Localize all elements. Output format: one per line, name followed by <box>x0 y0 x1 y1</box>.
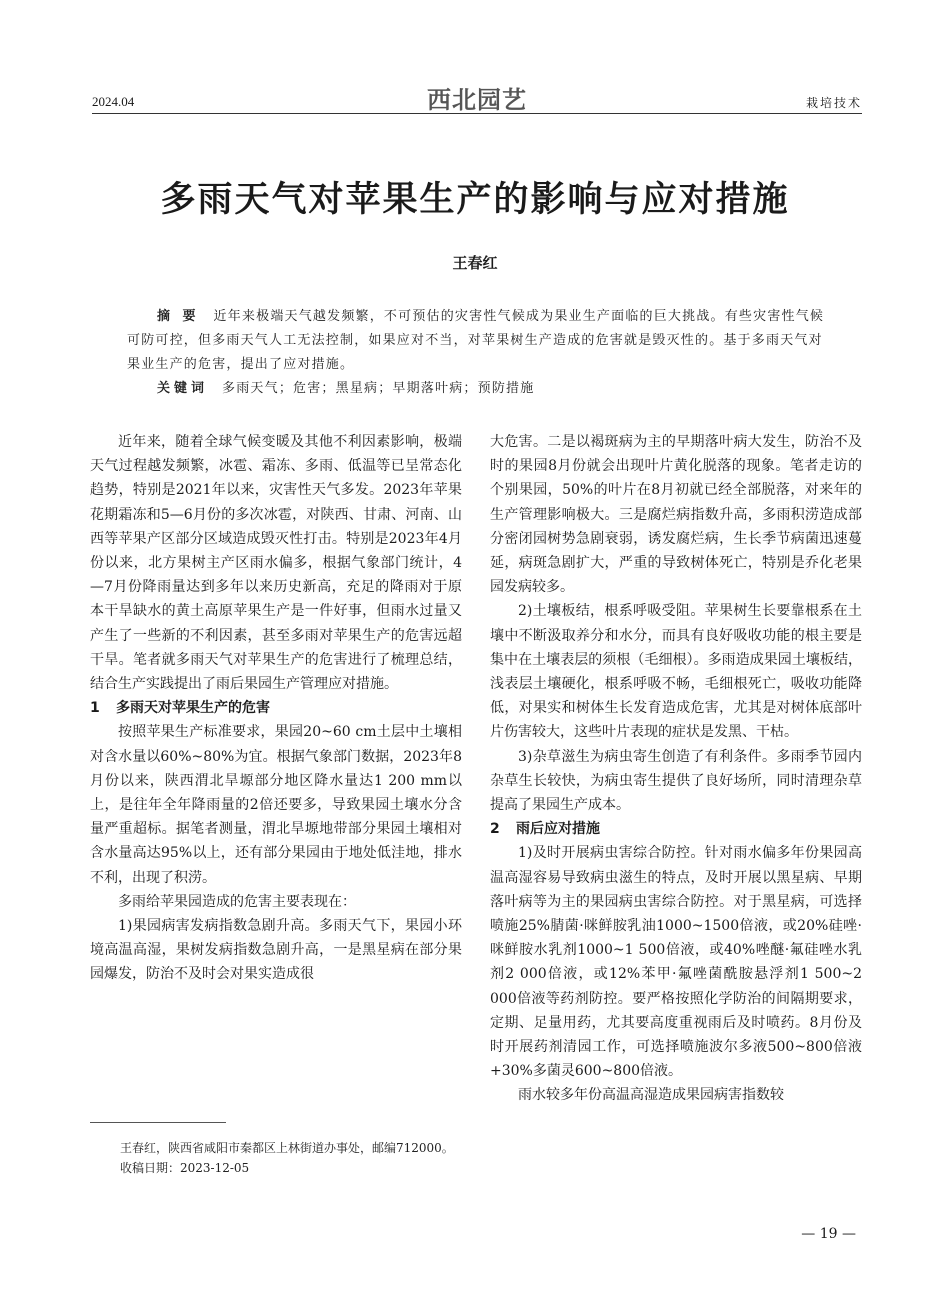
section-title: 雨后应对措施 <box>516 821 600 838</box>
section-heading-2 <box>490 817 862 841</box>
abstract-paragraph <box>127 305 827 377</box>
body-paragraph: 1)果园病害发病指数急剧升高。多雨天气下，果园小环境高温高湿，果树发病指数急剧升高，一是黑星病在部分果园爆发，防治不及时会对果实造成很 <box>90 918 462 983</box>
running-header <box>92 78 862 114</box>
article-title: 多雨天气对苹果生产的影响与应对措施 <box>160 180 790 220</box>
article-author: 王春红 <box>452 254 498 272</box>
body-paragraph: 多雨给苹果园造成的危害主要表现在： <box>118 893 356 910</box>
abstract-text: 近年来极端天气越发频繁，不可预估的灾害性气候成为果业生产面临的巨大挑战。有些灾害性气候可防可控，但多雨天气人工无法控制，如果应对不当，对苹果树生产造成的危害就是毁灭性的。基于多雨天气对果业生产的危害，提出了应对措施。 <box>127 309 825 372</box>
right-column <box>490 430 862 1108</box>
left-column <box>90 430 462 987</box>
header-rule <box>92 113 862 114</box>
body-paragraph: 3)杂草滋生为病虫寄生创造了有利条件。多雨季节园内杂草生长较快，为病虫寄生提供了良好场所，同时清理杂草提高了果园生产成本。 <box>490 748 862 814</box>
issue-date: 2024.04 <box>92 94 135 109</box>
body-paragraph: 大危害。二是以褐斑病为主的早期落叶病大发生，防治不及时的果园8月份就会出现叶片黄化脱落的现象。笔者走访的个别果园，50%的叶片在8月初就已经全部脱落，对来年的生产管理影响极大。三是腐烂病指数升高，多雨积涝造成部分密闭园树势急剧衰弱，诱发腐烂病，生长季节病菌迅速蔓延，病斑急剧扩大，严重的导致树体死亡，特别是乔化老果园发病较多。 <box>490 434 862 596</box>
section-heading-1 <box>90 696 462 720</box>
author-affiliation: 王春红，陕西省咸阳市秦都区上林街道办事处，邮编712000。 <box>120 1141 454 1155</box>
abstract-label: 摘 要 <box>157 309 200 324</box>
received-date: 收稿日期：2023-12-05 <box>120 1161 250 1175</box>
journal-logo: 西北园艺 <box>427 85 527 114</box>
abstract-block <box>127 305 827 401</box>
keywords-row <box>127 377 827 401</box>
body-paragraph: 按照苹果生产标准要求，果园20~60 cm土层中土壤相对含水量以60%~80%为宜。根据气象部门数据，2023年8月份以来，陕西渭北旱塬部分地区降水量达1 200 mm以上，是往年全年降雨量的2倍还要多，导致果园土壤水分含量严重超标。据笔者测量，渭北旱塬地带部分果园土壤相对含水量高达95%以上，还有部分果园由于地处低洼地，排水不利，出现了积涝。 <box>90 724 462 886</box>
body-paragraph: 1)及时开展病虫害综合防控。针对雨水偏多年份果园高温高湿容易导致病虫滋生的特点，及时开展以黑星病、早期落叶病等为主的果园病虫害综合防控。对于黑星病，可选择喷施25%腈菌·咪鲜胺乳油1000~1500倍液，或20%硅唑·咪鲜胺水乳剂1000~1 500倍液，或40%唑醚·氟硅唑水乳剂2 000倍液，或12%苯甲·氟唑菌酰胺悬浮剂1 500~2 000倍液等药剂防控。要严格按照化学防治的间隔期要求，定期、足量用药，尤其要高度重视雨后及时喷药。8月份及时开展药剂清园工作，可选择喷施波尔多液500~800倍液+30%多菌灵600~800倍液。 <box>490 845 862 1080</box>
keywords-text: 多雨天气；危害；黑星病；早期落叶病；预防措施 <box>222 381 535 396</box>
section-number: 1 <box>90 700 100 717</box>
section-number: 2 <box>490 821 500 838</box>
page-number: — 19 — <box>801 1226 856 1242</box>
intro-paragraph: 近年来，随着全球气候变暖及其他不利因素影响，极端天气过程越发频繁，冰雹、霜冻、多雨、低温等已呈常态化趋势，特别是2021年以来，灾害性天气多发。2023年苹果花期霜冻和5—6月份的多次冰雹，对陕西、甘肃、河南、山西等苹果产区部分区域造成毁灭性打击。特别是2023年4月份以来，北方果树主产区雨水偏多，根据气象部门统计，4—7月份降雨量达到多年以来历史新高，充足的降雨对于原本干旱缺水的黄土高原苹果生产是一件好事，但雨水过量又产生了一些新的不利因素，甚至多雨对苹果生产的危害远超干旱。笔者就多雨天气对苹果生产的危害进行了梳理总结，结合生产实践提出了雨后果园生产管理应对措施。 <box>90 434 462 693</box>
section-title: 多雨天对苹果生产的危害 <box>116 700 270 717</box>
keywords-label: 关键词 <box>157 381 209 396</box>
footnote <box>90 1138 462 1178</box>
body-paragraph: 雨水较多年份高温高湿造成果园病害指数较 <box>518 1087 784 1104</box>
body-paragraph: 2)土壤板结，根系呼吸受阻。苹果树生长要靠根系在土壤中不断汲取养分和水分，而具有良好吸收功能的根主要是集中在土壤表层的须根（毛细根）。多雨造成果园土壤板结，浅表层土壤硬化，根系呼吸不畅，毛细根死亡，吸收功能降低，对果实和树体生长发育造成危害，尤其是对树体底部叶片伤害较大，这些叶片表现的症状是发黑、干枯。 <box>490 603 862 741</box>
footnote-rule <box>90 1122 226 1123</box>
section-name: 栽培技术 <box>805 96 862 110</box>
